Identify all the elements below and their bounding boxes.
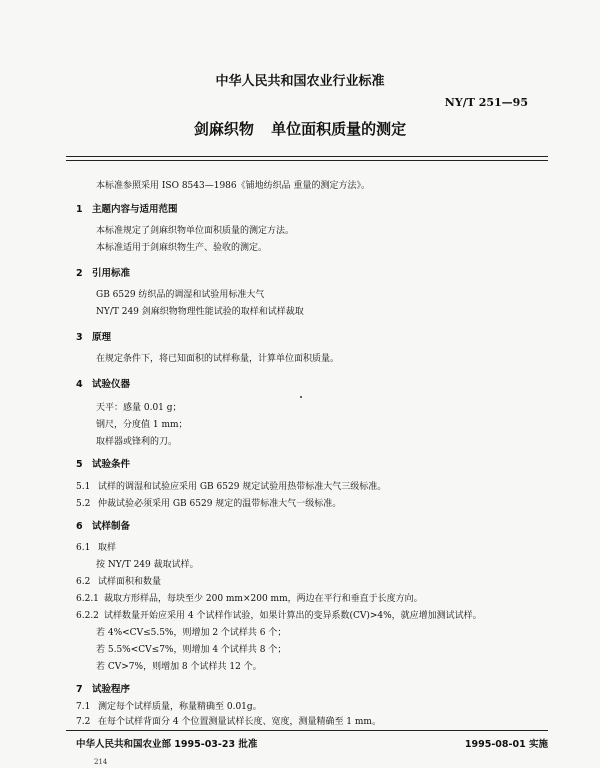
approval-date: 中华人民共和国农业部 1995-03-23 批准 [76, 739, 258, 750]
section-2-heading [76, 265, 130, 279]
clause-7-1 [76, 699, 262, 712]
standard-number: NY/T 251—95 [444, 96, 528, 109]
effective-date: 1995-08-01 实施 [464, 739, 548, 750]
clause-5-1 [76, 479, 386, 492]
clause-number: 7.2 [76, 717, 91, 727]
section-2-line: NY/T 249 剑麻织物物理性能试验的取样和试样裁取 [96, 307, 304, 317]
section-5-heading [76, 456, 130, 470]
section-number: 1 [76, 204, 83, 215]
cv-case: 若 CV>7%，则增加 8 个试样共 12 个。 [96, 662, 262, 672]
section-title: 试样制备 [92, 521, 131, 532]
section-1-line: 本标准规定了剑麻织物单位面积质量的测定方法。 [96, 226, 295, 236]
section-number: 2 [76, 268, 83, 279]
clause-number: 6.1 [76, 543, 91, 553]
clause-text: 试样数量开始应采用 4 个试样作试验，如果计算出的变异系数(CV)>4%，就应增加测试试样。 [104, 611, 482, 621]
clause-text: 在每个试样背面分 4 个位置测量试样长度、宽度，测量精确至 1 mm。 [98, 717, 381, 727]
clause-number: 7.1 [76, 702, 91, 712]
section-title: 试验程序 [92, 684, 131, 695]
clause-number: 5.2 [76, 499, 91, 509]
section-number: 4 [76, 379, 83, 390]
section-number: 3 [76, 332, 83, 343]
clause-number: 6.2.1 [76, 594, 99, 604]
section-title: 主题内容与适用范围 [92, 204, 178, 215]
footer-rule [66, 730, 548, 731]
section-3-heading [76, 329, 111, 343]
cv-case: 若 4%<CV≤5.5%，则增加 2 个试样共 6 个； [96, 628, 287, 638]
clause-6-1-body: 按 NY/T 249 裁取试样。 [96, 560, 199, 570]
section-number: 5 [76, 459, 83, 470]
document-title: 剑麻织物 单位面积质量的测定 [193, 120, 407, 138]
intro-text: 本标准参照采用 ISO 8543—1986《铺地纺织品 重量的测定方法》。 [96, 181, 370, 191]
section-4-line: 钢尺，分度值 1 mm； [96, 420, 188, 430]
section-2-line: GB 6529 纺织品的调湿和试验用标准大气 [96, 290, 265, 300]
section-title: 原理 [92, 332, 112, 343]
section-4-line: 取样器或锋利的刀。 [96, 437, 178, 447]
section-number: 6 [76, 521, 83, 532]
clause-5-2 [76, 496, 341, 509]
section-1-line: 本标准适用于剑麻织物生产、验收的测定。 [96, 243, 268, 253]
clause-text: 取样 [98, 543, 117, 553]
clause-text: 裁取方形样品，每块至少 200 mm×200 mm，两边在平行和垂直于长度方向。 [104, 594, 423, 604]
clause-number: 5.1 [76, 482, 91, 492]
clause-6-2-2 [76, 608, 482, 621]
page-number: 214 [94, 758, 108, 766]
scan-speck [300, 396, 302, 398]
clause-6-2 [76, 574, 161, 587]
section-title: 试验仪器 [92, 379, 131, 390]
clause-text: 测定每个试样质量，称量精确至 0.01g。 [98, 702, 262, 712]
clause-number: 6.2.2 [76, 611, 99, 621]
section-number: 7 [76, 684, 83, 695]
section-title: 试验条件 [92, 459, 131, 470]
clause-6-1 [76, 540, 116, 553]
section-1-heading [76, 201, 178, 215]
section-3-line: 在规定条件下，将已知面积的试样称量，计算单位面积质量。 [96, 354, 340, 364]
clause-text: 试样面积和数量 [98, 577, 162, 587]
header-rule-thin [66, 160, 548, 161]
clause-text: 试样的调湿和试验应采用 GB 6529 规定试验用热带标准大气三级标准。 [98, 482, 387, 492]
section-4-heading [76, 376, 130, 390]
section-6-heading [76, 518, 130, 532]
org-title: 中华人民共和国农业行业标准 [215, 74, 385, 89]
section-title: 引用标准 [92, 268, 131, 279]
section-4-line: 天平：感量 0.01 g； [96, 403, 182, 413]
clause-number: 6.2 [76, 577, 91, 587]
section-7-heading [76, 681, 130, 695]
clause-text: 仲裁试验必须采用 GB 6529 规定的温带标准大气一级标准。 [98, 499, 342, 509]
clause-6-2-1 [76, 591, 423, 604]
cv-case: 若 5.5%<CV≤7%，则增加 4 个试样共 8 个； [96, 645, 287, 655]
header-rule-thick [66, 156, 548, 157]
clause-7-2 [76, 714, 381, 727]
